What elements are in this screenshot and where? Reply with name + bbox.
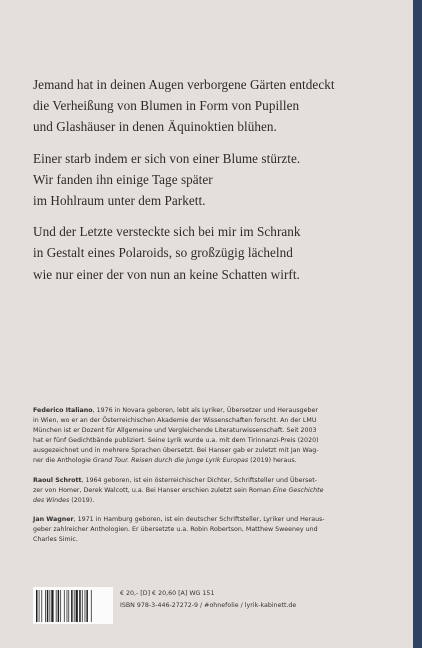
barcode-bar (86, 590, 88, 622)
isbn-barcode (33, 587, 113, 624)
bio-line: ausgezeichnet und in mehrere Sprachen übersetzt. Bei Hanser gab er zuletzt mit Jan Wag- (33, 447, 319, 455)
barcode-bar (50, 590, 51, 622)
barcode-bar (91, 590, 92, 622)
bio-italiano (33, 406, 403, 467)
author-name: Jan Wagner (33, 515, 74, 523)
poem-stanza-3 (33, 221, 403, 285)
barcode-bar (60, 590, 61, 622)
book-title: Grand Tour. Reisen durch die junge Lyrik Europas (92, 457, 249, 465)
bio-line: München ist er Dozent für Allgemeine und Vergleichende Literaturwissenschaft. Seit 2003 (33, 427, 317, 435)
barcode-bar (51, 590, 53, 622)
barcode-bar (67, 590, 68, 622)
book-title: Eine Geschichte (272, 486, 324, 494)
price-info (120, 588, 296, 611)
bio-line: hat er fünf Gedichtbände publiziert. Seine Lyrik wurde u.a. mit dem Tirinnanzi-Preis (2020) (33, 437, 319, 445)
book-spine-stripe (413, 0, 422, 648)
bio-wagner (33, 515, 403, 545)
author-name: Raoul Schrott (33, 476, 82, 484)
bio-text: (2019) heraus. (248, 457, 297, 465)
poem (33, 74, 403, 295)
barcode-bar (47, 590, 49, 622)
bio-line: in Wien, wo er an der Österreichischen Akademie der Wissenschaften forscht. An der LMU (33, 417, 317, 425)
bio-text: (2019). (69, 496, 95, 504)
barcode-bar (82, 590, 83, 622)
bio-text: , 1971 in Hamburg geboren, ist ein deutscher Schriftsteller, Lyriker und Heraus- (73, 515, 325, 523)
bio-line (33, 476, 403, 486)
poem-line: die Verheißung von Blumen in Form von Pupillen (33, 98, 300, 114)
barcode-bar (64, 590, 65, 622)
poem-stanza-2 (33, 148, 403, 212)
bio-line (33, 496, 403, 506)
barcode-bars-icon (36, 590, 110, 622)
poem-stanza-1 (33, 74, 403, 138)
poem-line: Wir fanden ihn einige Tage später (33, 171, 213, 187)
bio-text: , 1976 in Novara geboren, lebt als Lyriker, Übersetzer und Herausgeber (92, 407, 318, 414)
bio-line: geber zahlreicher Anthologien. Er übersetzte u.a. Robin Robertson, Matthew Sweeney und (33, 525, 318, 533)
author-name: Federico Italiano (33, 407, 93, 414)
barcode-bar (68, 590, 69, 622)
barcode-bar (85, 590, 86, 622)
barcode-bar (71, 590, 73, 622)
bio-line: Charles Simic. (33, 536, 78, 544)
bio-text: zer von Homer, Derek Walcott, u.a. Bei Hanser erschien zuletzt sein Roman (33, 486, 273, 494)
poem-line: und Glashäuser in denen Äquinoktien blühen. (33, 119, 277, 135)
barcode-bar (45, 590, 46, 622)
poem-line: wie nur einer der von nun an keine Schatten wirft. (33, 266, 300, 282)
barcode-bar (76, 590, 78, 622)
bio-text: , 1964 geboren, ist ein österreichischer Dichter, Schriftsteller und Überset- (81, 476, 317, 484)
barcode-bar (58, 590, 60, 622)
bio-line (33, 486, 403, 496)
bio-line (33, 515, 403, 525)
poem-line: Jemand hat in deinen Augen verborgene Gärten entdeckt (33, 77, 335, 92)
isbn-line: ISBN 978-3-446-27272-9 / #ohnefolie / lyrik-kabinett.de (120, 601, 297, 609)
author-bios (33, 406, 403, 554)
bio-line (33, 406, 403, 416)
poem-line: in Gestalt eines Polaroids, so großzügig lächelnd (33, 245, 293, 261)
bio-schrott (33, 476, 403, 506)
barcode-bar (36, 590, 38, 622)
price-line: € 20,- [D] € 20,60 [A] WG 151 (120, 590, 215, 597)
book-title: des Windes (33, 496, 70, 504)
barcode-bar (79, 590, 81, 622)
barcode-bar (74, 590, 75, 622)
bio-text: ner die Anthologie (33, 457, 93, 465)
imprint-block (33, 585, 403, 625)
poem-line: Einer starb indem er sich von einer Blume stürzte. (33, 150, 301, 166)
poem-line: im Hohlraum unter dem Parkett. (33, 193, 206, 209)
barcode-bar (39, 590, 40, 622)
barcode-bar (56, 590, 57, 622)
barcode-bar (41, 590, 42, 622)
poem-line: Und der Letzte versteckte sich bei mir im Schrank (33, 224, 301, 240)
bio-line (33, 456, 403, 466)
